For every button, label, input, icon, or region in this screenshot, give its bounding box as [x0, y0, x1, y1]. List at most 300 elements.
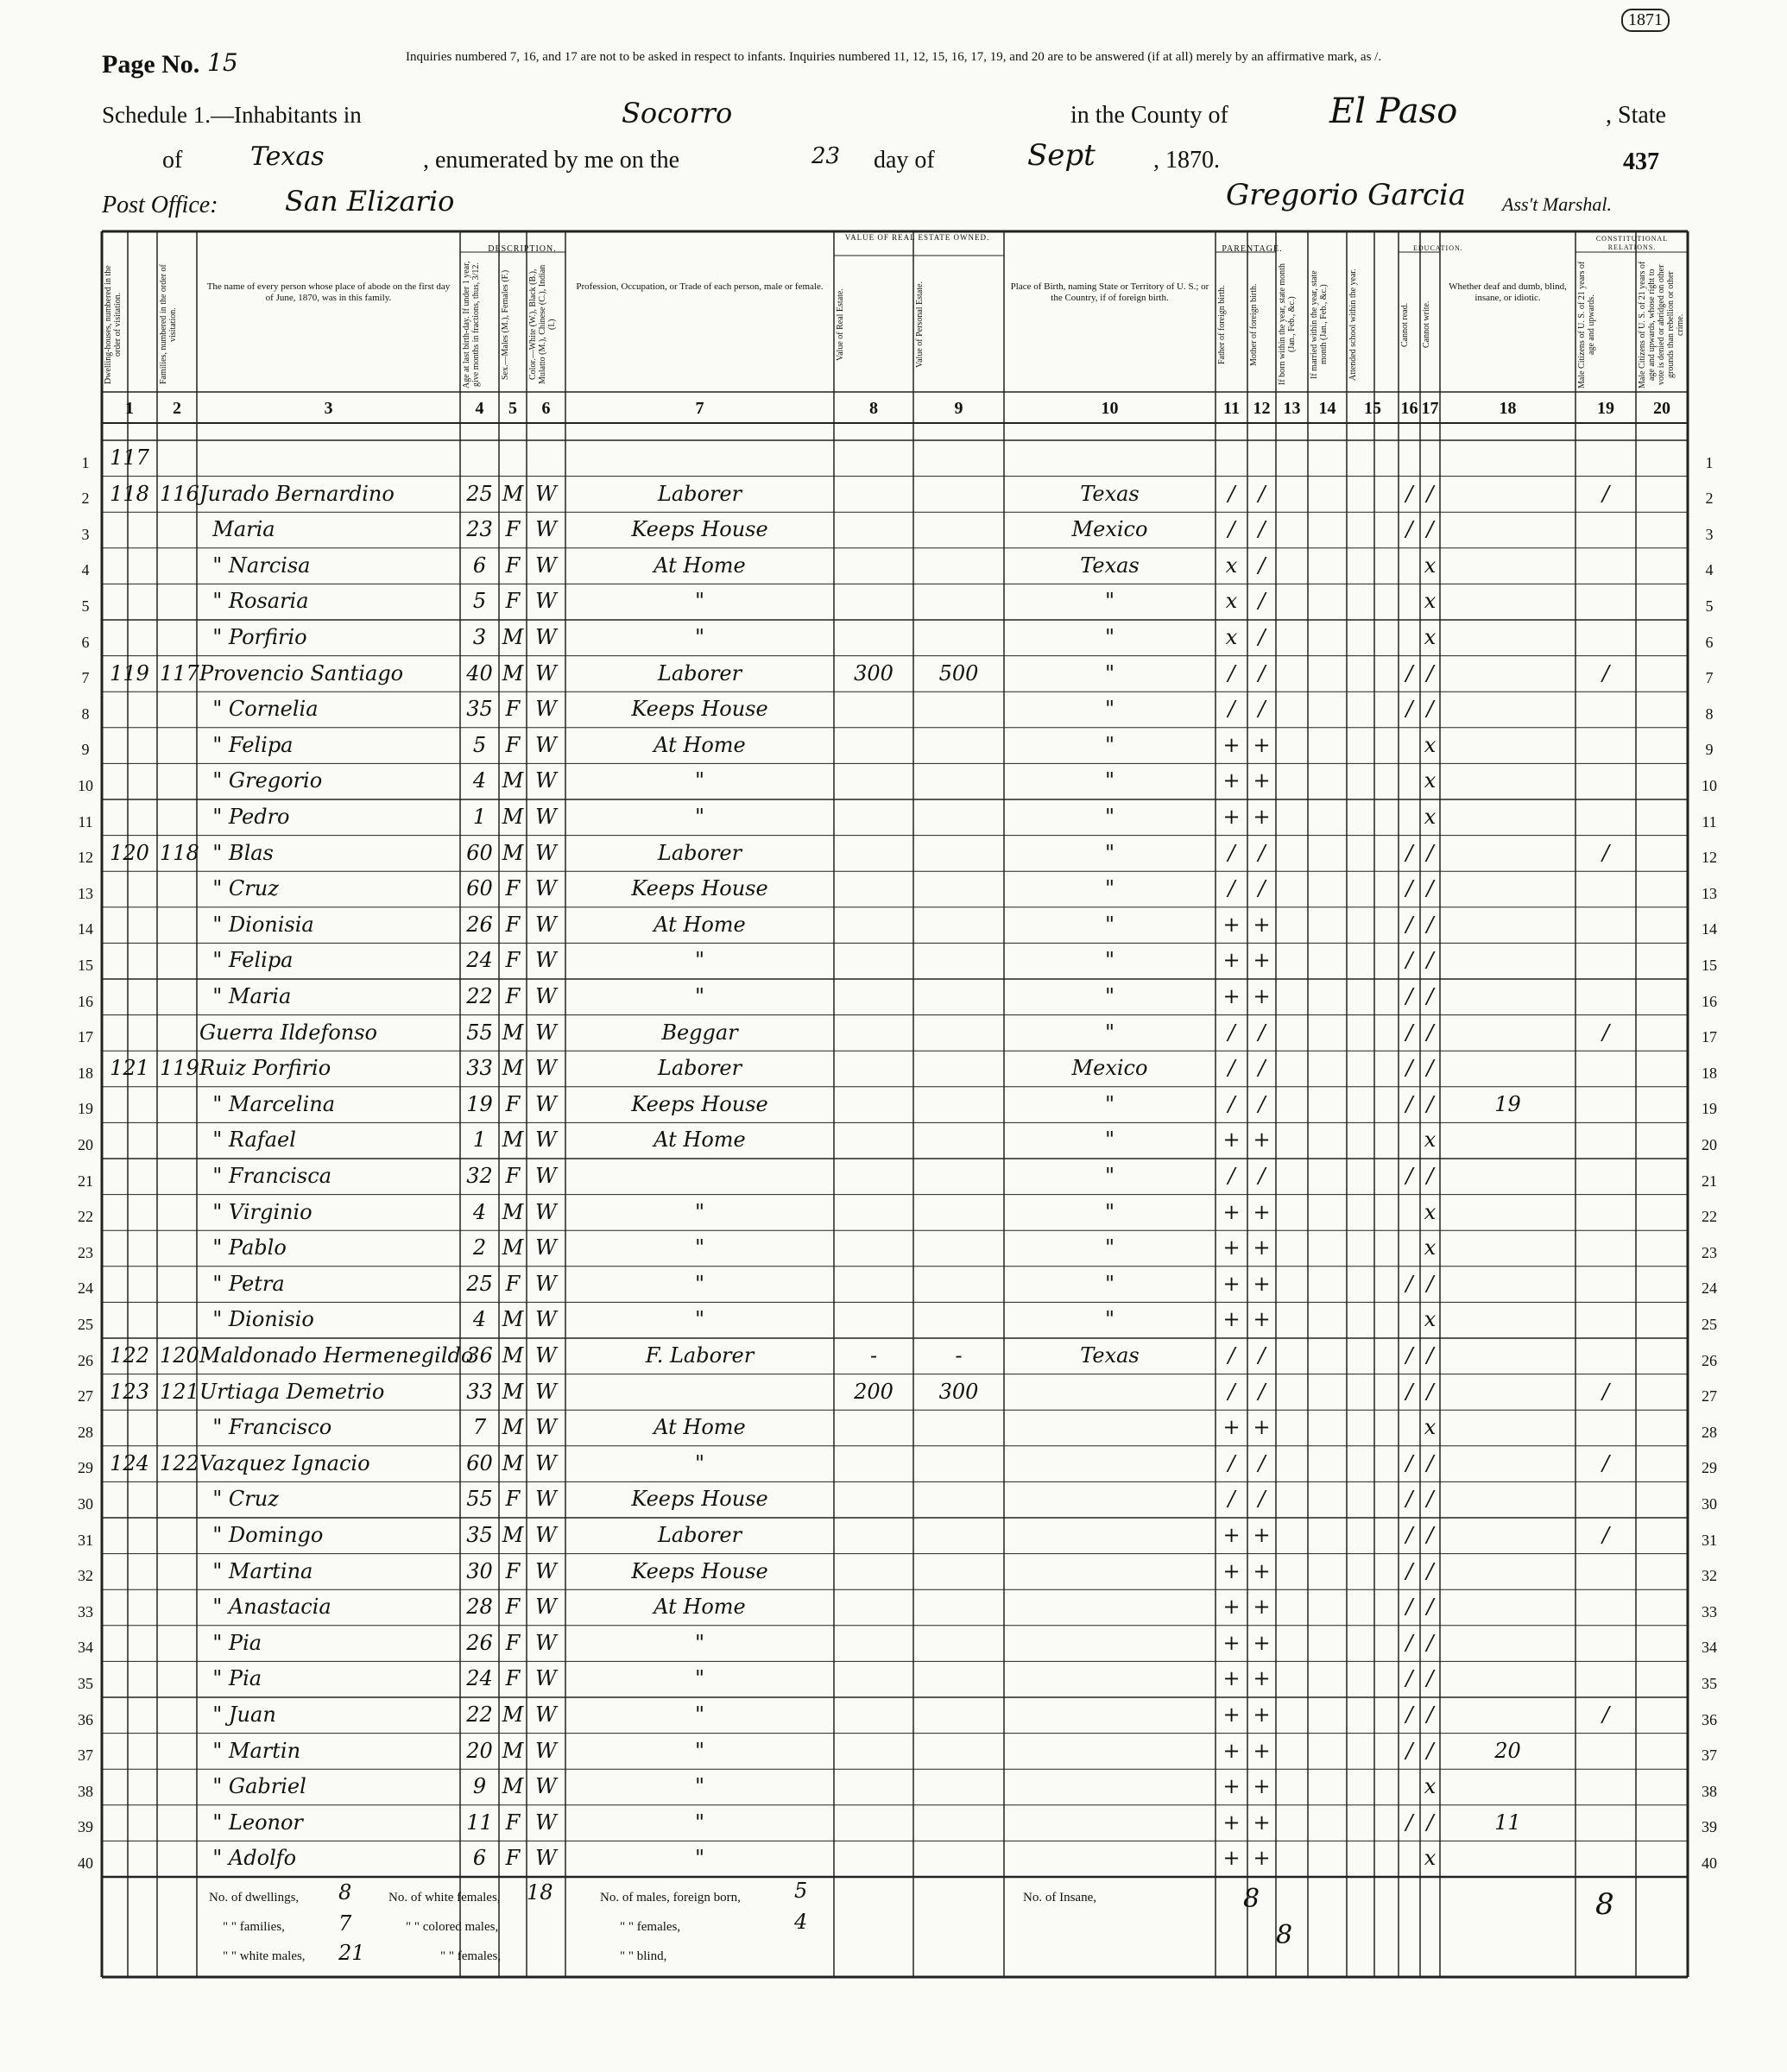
cell-color: W — [535, 840, 557, 865]
line-number-left: 33 — [78, 1602, 93, 1620]
column-number-10: 10 — [1101, 399, 1119, 418]
cell-occ: At Home — [654, 732, 746, 757]
cell-c12: + — [1253, 1235, 1271, 1260]
cell-c11: + — [1222, 912, 1241, 937]
cell-c17: x — [1424, 1415, 1437, 1440]
cell-occ: " — [694, 1774, 705, 1799]
cell-c12: / — [1258, 1164, 1266, 1188]
column-number-16: 16 — [1400, 399, 1418, 418]
line-number-right: 12 — [1702, 849, 1717, 867]
cell-c17: x — [1424, 1235, 1437, 1260]
cell-color: W — [535, 876, 557, 901]
column-header-15: Attended school within the year. — [1348, 268, 1358, 381]
line-number-right: 33 — [1702, 1602, 1717, 1620]
line-number-right: 30 — [1702, 1495, 1717, 1513]
line-number-left: 23 — [78, 1243, 93, 1261]
cell-c11: x — [1225, 625, 1238, 649]
cell-color: W — [535, 1595, 557, 1620]
cell-c12: + — [1253, 1846, 1271, 1871]
cell-c11: + — [1222, 948, 1241, 973]
cell-dw: 122 — [110, 1343, 149, 1368]
line-number-left: 36 — [78, 1710, 93, 1728]
cell-c17: / — [1426, 1343, 1434, 1368]
line-number-right: 23 — [1702, 1243, 1717, 1261]
cell-fam: 116 — [160, 481, 199, 506]
cell-c17: / — [1426, 697, 1434, 722]
line-number-right: 24 — [1702, 1279, 1717, 1298]
year-text: , 1870. — [1153, 147, 1220, 174]
cell-c17: / — [1426, 1164, 1434, 1188]
cell-birth: Texas — [1080, 1343, 1140, 1368]
cell-occ: " — [694, 1271, 705, 1296]
line-number-right: 3 — [1705, 525, 1714, 543]
cell-sex: F — [505, 984, 521, 1008]
cell-color: W — [535, 481, 557, 506]
column-header-12: Mother of foreign birth. — [1249, 283, 1259, 366]
cell-c17: / — [1426, 1810, 1434, 1835]
cell-sex: M — [502, 1056, 524, 1081]
line-number-left: 22 — [78, 1208, 93, 1226]
column-header-2: Families, numbered in the order of visitation. — [159, 264, 178, 385]
footer-families: 7 — [338, 1911, 352, 1936]
cell-color: W — [535, 1774, 557, 1799]
cell-color: W — [535, 1846, 557, 1871]
cell-name: Vazquez Ignacio — [199, 1450, 370, 1475]
cell-c12: / — [1258, 1487, 1266, 1512]
column-number-7: 7 — [695, 399, 704, 418]
line-number-right: 34 — [1702, 1639, 1717, 1657]
instructions: Inquiries numbered 7, 16, and 17 are not to be asked in respect to infants. Inquiries numbered 11, 12, 15, 16, 17, 19, and 20 are to be answered (if at all) merely by an affirmative mark, as /. — [406, 50, 1382, 64]
cell-color: W — [535, 1450, 557, 1475]
column-number-3: 3 — [324, 399, 333, 418]
cell-occ: " — [694, 1307, 705, 1332]
cell-c17: / — [1426, 876, 1434, 901]
cell-c17: / — [1426, 1487, 1434, 1512]
cell-c17: / — [1426, 517, 1434, 542]
cell-c11: + — [1222, 1595, 1241, 1620]
cell-age: 25 — [466, 1271, 493, 1296]
cell-occ: " — [694, 1702, 705, 1727]
cell-occ: At Home — [654, 1595, 746, 1620]
cell-color: W — [535, 912, 557, 937]
line-number-left: 30 — [78, 1495, 93, 1513]
cell-color: W — [535, 1666, 557, 1691]
cell-c16: / — [1405, 1020, 1413, 1045]
cell-name: " Francisco — [199, 1415, 332, 1440]
line-number-left: 37 — [78, 1747, 93, 1765]
cell-occ: " — [694, 625, 705, 649]
post-office-name: San Elizario — [285, 185, 455, 218]
cell-name: " Domingo — [199, 1523, 324, 1547]
cell-occ: Keeps House — [631, 697, 768, 722]
cell-sex: F — [505, 876, 521, 901]
cell-age: 11 — [466, 1810, 493, 1835]
line-number-left: 11 — [78, 812, 93, 831]
cell-c11: / — [1228, 1164, 1235, 1188]
cell-sex: F — [505, 948, 521, 973]
line-number-right: 21 — [1702, 1172, 1717, 1190]
cell-name: " Cruz — [199, 876, 279, 901]
cell-c17: / — [1426, 1702, 1434, 1727]
cell-c12: + — [1253, 1630, 1271, 1655]
cell-c16: / — [1405, 517, 1413, 542]
cell-color: W — [535, 1702, 557, 1727]
line-number-right: 22 — [1702, 1208, 1717, 1226]
cell-occ: " — [694, 948, 705, 973]
cell-c12: / — [1258, 553, 1266, 578]
column-header-6: Color.—White (W.), Black (B.), Mulatto (M.), Chinese (C.), Indian (I.) — [528, 264, 557, 385]
cell-sex: M — [502, 625, 524, 649]
line-number-right: 32 — [1702, 1567, 1717, 1585]
cell-name: " Rosaria — [199, 589, 309, 614]
cell-pe: 300 — [938, 1379, 979, 1404]
cell-c12: / — [1258, 589, 1266, 614]
column-header-8: Value of Real Estate. — [836, 288, 845, 361]
footer-foreign-males: 5 — [794, 1879, 808, 1903]
cell-c17: / — [1426, 481, 1434, 506]
cell-sex: M — [502, 1774, 524, 1799]
cell-sex: F — [505, 1487, 521, 1512]
line-number-right: 35 — [1702, 1675, 1717, 1692]
column-number-12: 12 — [1253, 399, 1271, 418]
line-number-right: 28 — [1702, 1423, 1717, 1441]
cell-c11: + — [1222, 1810, 1241, 1835]
cell-c12: / — [1258, 1020, 1266, 1045]
group-constitutional: CONSTITUTIONAL RELATIONS. — [1595, 235, 1669, 251]
cell-age: 7 — [472, 1415, 487, 1440]
line-number-right: 38 — [1702, 1782, 1717, 1800]
cell-age: 25 — [466, 481, 493, 506]
cell-color: W — [535, 1487, 557, 1512]
footer-white-males-label: " " white males, — [223, 1949, 306, 1963]
line-number-right: 37 — [1702, 1747, 1717, 1765]
cell-c11: + — [1222, 1271, 1241, 1296]
cell-dw: 117 — [110, 445, 149, 470]
cell-c12: + — [1253, 1558, 1271, 1583]
column-number-5: 5 — [508, 399, 517, 418]
cell-name: " Blas — [199, 840, 274, 865]
cell-name: " Porfirio — [199, 625, 307, 649]
cell-name: " Dionisia — [199, 912, 314, 937]
cell-name: " Cornelia — [199, 697, 319, 722]
cell-name: " Juan — [199, 1702, 276, 1727]
cell-c17: x — [1424, 1199, 1437, 1224]
line-number-left: 34 — [78, 1639, 93, 1657]
column-header-4: Age at last birth-day. If under 1 year, give months in fractions, thus, 3/12. — [462, 261, 481, 388]
cell-c17: x — [1424, 768, 1437, 793]
marshal-label: Ass't Marshal. — [1502, 193, 1612, 215]
cell-c11: / — [1228, 517, 1235, 542]
cell-name: " Maria — [199, 984, 292, 1008]
cell-color: W — [535, 1810, 557, 1835]
cell-age: 22 — [466, 984, 493, 1008]
cell-sex: M — [502, 1450, 524, 1475]
line-number-left: 27 — [78, 1387, 93, 1406]
page-label: Page No. — [102, 50, 200, 79]
line-number-left: 24 — [78, 1279, 93, 1298]
county-text: in the County of — [1070, 102, 1228, 129]
cell-birth: " — [1104, 625, 1115, 649]
cell-age: 9 — [472, 1774, 487, 1799]
cell-occ: Beggar — [661, 1020, 738, 1045]
cell-c11: + — [1222, 1702, 1241, 1727]
cell-c17: / — [1426, 660, 1434, 685]
cell-c17: / — [1426, 1379, 1434, 1404]
cell-age: 2 — [472, 1235, 487, 1260]
cell-age: 55 — [466, 1487, 493, 1512]
cell-name: Ruiz Porfirio — [199, 1056, 332, 1081]
cell-age: 26 — [466, 912, 493, 937]
cell-c11: + — [1222, 1846, 1241, 1871]
cell-c12: + — [1253, 1128, 1271, 1153]
cell-c17: x — [1424, 1128, 1437, 1153]
cell-c16: / — [1405, 1343, 1413, 1368]
line-number-left: 29 — [78, 1459, 93, 1477]
cell-c16: / — [1405, 1271, 1413, 1296]
cell-c11: + — [1222, 1630, 1241, 1655]
line-number-right: 36 — [1702, 1710, 1717, 1728]
cell-c11: / — [1228, 1450, 1235, 1475]
cell-dw: 119 — [110, 660, 149, 685]
cell-c11: / — [1228, 1091, 1235, 1116]
line-number-right: 16 — [1702, 992, 1717, 1010]
cell-c11: + — [1222, 1235, 1241, 1260]
cell-pe: - — [955, 1343, 963, 1368]
column-header-20: Male Citizens of U. S. of 21 years of age and upwards, whose right to vote is denied or abridged on other grounds than rebellion or other crime. — [1638, 261, 1685, 388]
cell-c16: / — [1405, 948, 1413, 973]
cell-c19: / — [1601, 1523, 1610, 1547]
line-number-right: 27 — [1702, 1387, 1717, 1406]
cell-c18: 11 — [1494, 1810, 1521, 1835]
cell-name: " Pablo — [199, 1235, 287, 1260]
cell-c12: + — [1253, 912, 1271, 937]
line-number-left: 14 — [78, 920, 93, 938]
cell-c17: / — [1426, 1020, 1434, 1045]
cell-fam: 120 — [160, 1343, 199, 1368]
cell-sex: M — [502, 660, 524, 685]
cell-sex: F — [505, 1164, 521, 1188]
line-number-left: 17 — [78, 1028, 93, 1046]
cell-c11: + — [1222, 1415, 1241, 1440]
line-number-right: 14 — [1702, 920, 1717, 938]
cell-color: W — [535, 1558, 557, 1583]
cell-c19: / — [1601, 1379, 1610, 1404]
cell-c12: / — [1258, 517, 1266, 542]
cell-occ: Keeps House — [631, 1091, 768, 1116]
cell-c16: / — [1405, 1558, 1413, 1583]
cell-birth: " — [1104, 589, 1115, 614]
cell-color: W — [535, 1164, 557, 1188]
cell-c17: / — [1426, 984, 1434, 1008]
column-header-3: The name of every person whose place of abode on the first day of June, 1870, was in this family. — [206, 281, 451, 303]
cell-c17: / — [1426, 912, 1434, 937]
cell-name: " Virginio — [199, 1199, 313, 1224]
cell-c19: / — [1601, 840, 1610, 865]
cell-sex: F — [505, 1271, 521, 1296]
cell-c12: / — [1258, 481, 1266, 506]
line-number-right: 25 — [1702, 1316, 1717, 1333]
cell-color: W — [535, 768, 557, 793]
of-text: of — [162, 147, 183, 174]
cell-c16: / — [1405, 1595, 1413, 1620]
cell-color: W — [535, 1523, 557, 1547]
cell-c19: / — [1601, 660, 1610, 685]
cell-name: Maria — [199, 517, 275, 542]
cell-c11: + — [1222, 1307, 1241, 1332]
column-header-9: Value of Personal Estate. — [915, 281, 925, 368]
column-header-5: Sex.—Males (M.), Females (F.) — [501, 269, 510, 380]
line-number-left: 39 — [78, 1818, 93, 1836]
cell-c11: / — [1228, 1343, 1235, 1368]
cell-age: 1 — [472, 805, 487, 829]
cell-c17: / — [1426, 1595, 1434, 1620]
line-number-left: 10 — [78, 777, 93, 794]
cell-birth: Mexico — [1071, 1056, 1148, 1081]
cell-c19: / — [1601, 1020, 1610, 1045]
cell-c12: + — [1253, 1199, 1271, 1224]
cell-color: W — [535, 948, 557, 973]
cell-occ: Keeps House — [631, 517, 768, 542]
line-number-left: 20 — [78, 1136, 93, 1153]
line-number-right: 17 — [1702, 1028, 1717, 1046]
column-header-19: Male Citizens of U. S. of 21 years of age and upwards. — [1577, 261, 1596, 388]
cell-c11: + — [1222, 1523, 1241, 1547]
cell-name: " Cruz — [199, 1487, 279, 1512]
line-number-left: 19 — [78, 1100, 93, 1118]
cell-c17: x — [1424, 1307, 1437, 1332]
cell-color: W — [535, 1307, 557, 1332]
cell-name: " Martin — [199, 1738, 301, 1763]
column-header-10: Place of Birth, naming State or Territory of U. S.; or the Country, if of foreign birth. — [1010, 281, 1209, 303]
cell-c17: x — [1424, 1846, 1437, 1871]
cell-c16: / — [1405, 1450, 1413, 1475]
cell-c11: + — [1222, 1128, 1241, 1153]
cell-birth: Mexico — [1071, 517, 1148, 542]
cell-color: W — [535, 517, 557, 542]
cell-c12: / — [1258, 1450, 1266, 1475]
line-number-right: 1 — [1705, 453, 1714, 471]
cell-age: 4 — [472, 768, 487, 793]
state-text: , State — [1606, 102, 1666, 129]
cell-c16: / — [1405, 1523, 1413, 1547]
cell-c11: / — [1228, 1056, 1235, 1081]
column-number-2: 2 — [173, 399, 181, 418]
cell-birth: " — [1104, 984, 1115, 1008]
cell-c11: x — [1225, 553, 1238, 578]
cell-c12: + — [1253, 805, 1271, 829]
cell-fam: 118 — [160, 840, 199, 865]
line-number-left: 32 — [78, 1567, 93, 1585]
cell-occ: " — [694, 1810, 705, 1835]
cell-c12: + — [1253, 1523, 1271, 1547]
cell-color: W — [535, 1630, 557, 1655]
cell-c11: + — [1222, 768, 1241, 793]
line-number-left: 6 — [81, 633, 90, 651]
cell-color: W — [535, 1128, 557, 1153]
group-education: EDUCATION. — [1413, 244, 1463, 252]
cell-c11: + — [1222, 805, 1241, 829]
cell-re: 200 — [854, 1379, 894, 1404]
cell-age: 30 — [466, 1558, 493, 1583]
cell-birth: " — [1104, 1020, 1115, 1045]
line-number-left: 3 — [81, 525, 90, 543]
marshal-signature: Gregorio Garcia — [1226, 178, 1467, 212]
column-header-1: Dwelling-houses, numbered in the order of visitation. — [104, 265, 123, 384]
cell-c11: + — [1222, 1774, 1241, 1799]
cell-sex: M — [502, 1702, 524, 1727]
cell-c16: / — [1405, 1810, 1413, 1835]
cell-occ: " — [694, 1199, 705, 1224]
line-number-right: 20 — [1702, 1136, 1717, 1153]
cell-c11: + — [1222, 984, 1241, 1008]
cell-sex: M — [502, 1199, 524, 1224]
cell-age: 32 — [466, 1164, 493, 1188]
cell-c11: x — [1225, 589, 1238, 614]
line-number-left: 38 — [78, 1782, 93, 1800]
cell-c11: + — [1222, 1666, 1241, 1691]
cell-occ: At Home — [654, 912, 746, 937]
cell-age: 36 — [466, 1343, 493, 1368]
cell-c16: / — [1405, 912, 1413, 937]
column-number-1: 1 — [125, 399, 134, 418]
cell-c16: / — [1405, 876, 1413, 901]
line-number-left: 35 — [78, 1675, 93, 1692]
cell-color: W — [535, 625, 557, 649]
cell-age: 60 — [466, 1450, 493, 1475]
cell-birth: " — [1104, 1235, 1115, 1260]
cell-c12: / — [1258, 660, 1266, 685]
cell-c11: / — [1228, 1487, 1235, 1512]
line-number-left: 12 — [78, 849, 93, 867]
cell-c12: + — [1253, 1595, 1271, 1620]
cell-color: W — [535, 553, 557, 578]
county-name: El Paso — [1329, 92, 1458, 131]
cell-sex: M — [502, 1415, 524, 1440]
cell-age: 4 — [472, 1307, 487, 1332]
line-number-left: 31 — [78, 1531, 93, 1549]
footer-insane-label: No. of Insane, — [1023, 1891, 1096, 1905]
cell-name: " Felipa — [199, 732, 294, 757]
cell-c18: 20 — [1494, 1738, 1521, 1763]
line-number-right: 7 — [1705, 669, 1714, 687]
cell-occ: Keeps House — [631, 1558, 768, 1583]
cell-name: " Marcelina — [199, 1091, 336, 1116]
cell-dw: 124 — [110, 1450, 149, 1475]
cell-c16: / — [1405, 660, 1413, 685]
cell-c17: / — [1426, 1630, 1434, 1655]
cell-fam: 119 — [160, 1056, 199, 1081]
cell-occ: Laborer — [657, 840, 742, 865]
footer-colored-females-label: " " females, — [440, 1949, 502, 1963]
line-number-right: 18 — [1702, 1064, 1717, 1082]
footer-families-label: " " families, — [223, 1920, 285, 1934]
cell-c19: / — [1601, 481, 1610, 506]
cell-c12: / — [1258, 625, 1266, 649]
cell-age: 35 — [466, 1523, 493, 1547]
cell-c12: + — [1253, 948, 1271, 973]
cell-c12: + — [1253, 1271, 1271, 1296]
cell-sex: M — [502, 1235, 524, 1260]
cell-c12: + — [1253, 1666, 1271, 1691]
cell-name: " Anastacia — [199, 1595, 332, 1620]
cell-color: W — [535, 660, 557, 685]
cell-color: W — [535, 589, 557, 614]
cell-c12: + — [1253, 1774, 1271, 1799]
cell-re: 300 — [854, 660, 894, 685]
line-number-right: 6 — [1705, 633, 1714, 651]
cell-age: 24 — [466, 1666, 493, 1691]
line-number-left: 15 — [78, 957, 93, 974]
